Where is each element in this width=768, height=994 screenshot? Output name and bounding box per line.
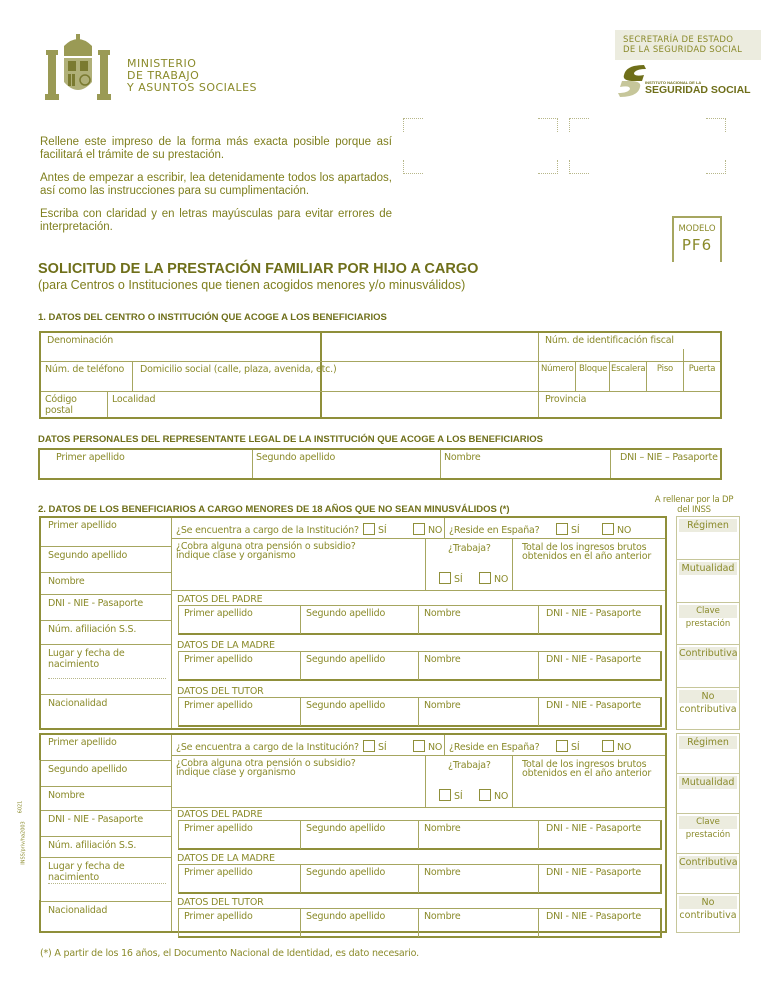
beneficiary-field[interactable]: Lugar y fecha de nacimiento (48, 648, 125, 670)
beneficiary-field[interactable]: Nombre (48, 790, 85, 801)
ministry-line-2: DE TRABAJO (127, 69, 200, 82)
inss-side-field[interactable]: No contributiva (679, 897, 737, 921)
modelo-label: MODELO (678, 224, 716, 234)
tutor-field-3[interactable]: DNI - NIE - Pasaporte (546, 911, 642, 922)
side-rule (39, 760, 40, 900)
datos-padre-heading: DATOS DEL PADRE (177, 809, 263, 820)
beneficiary-field[interactable]: DNI - NIE - Pasaporte (48, 598, 144, 609)
beneficiary-field[interactable]: Núm. afiliación S.S. (48, 624, 137, 635)
no-label: NO (617, 742, 632, 753)
beneficiary-field[interactable]: Primer apellido (48, 737, 117, 748)
cobra-field[interactable] (176, 542, 416, 560)
a-cargo-question: ¿Se encuentra a cargo de la Institución? (176, 525, 359, 536)
inss-side-field[interactable]: Contributiva (679, 857, 738, 868)
cobra-question: ¿Cobra alguna otra pensión o subsidio? (176, 541, 356, 552)
secretaria-banner (615, 30, 761, 60)
a-cargo-no-checkbox[interactable] (413, 740, 442, 753)
inss-logo-icon (616, 63, 648, 99)
si-label: SÍ (378, 525, 387, 536)
provincia-field[interactable]: Provincia (545, 394, 587, 405)
form-subtitle: (para Centros o Instituciones que tienen acogidos menores y/o minusválidos) (38, 278, 466, 292)
padre-field-1[interactable]: Segundo apellido (306, 608, 386, 619)
reside-no-checkbox[interactable] (602, 523, 631, 536)
a-cargo-si-checkbox[interactable] (363, 740, 386, 753)
reside-si-checkbox[interactable] (556, 740, 579, 753)
nif-field[interactable]: Núm. de identificación fiscal (545, 335, 674, 346)
beneficiary-field[interactable]: DNI - NIE - Pasaporte (48, 814, 144, 825)
secretaria-line-2: DE LA SEGURIDAD SOCIAL (623, 45, 743, 55)
datos-padre-heading: DATOS DEL PADRE (177, 594, 263, 605)
checkbox-icon (413, 740, 425, 752)
localidad-field[interactable]: Localidad (112, 394, 156, 405)
beneficiary-field[interactable]: Lugar y fecha de nacimiento (48, 861, 125, 883)
inss-big-text: SEGURIDAD SOCIAL (645, 84, 751, 96)
cobra-sub: indique clase y organismo (176, 767, 296, 778)
side-code-number: 6021 (17, 800, 24, 814)
rep-nombre-field[interactable]: Nombre (444, 452, 481, 463)
padre-field-3[interactable]: DNI - NIE - Pasaporte (546, 608, 642, 619)
checkbox-icon (363, 523, 375, 535)
form-title: SOLICITUD DE LA PRESTACIÓN FAMILIAR POR HIJO A CARGO (38, 261, 479, 277)
ministry-coat-of-arms-icon (42, 32, 114, 102)
rep-primer-apellido-field[interactable]: Primer apellido (56, 452, 125, 463)
ministry-line-1: MINISTERIO (127, 57, 197, 70)
padre-field-3[interactable]: DNI - NIE - Pasaporte (546, 823, 642, 834)
inss-side-field[interactable]: Mutualidad (679, 562, 737, 575)
trabaja-no-checkbox[interactable] (479, 572, 508, 585)
datos-madre-heading: DATOS DE LA MADRE (177, 640, 275, 651)
trabaja-question: ¿Trabaja? (448, 543, 491, 554)
madre-field-0[interactable]: Primer apellido (184, 867, 253, 878)
a-cargo-si-checkbox[interactable] (363, 523, 386, 536)
checkbox-icon (479, 789, 491, 801)
padre-field-1[interactable]: Segundo apellido (306, 823, 386, 834)
tutor-field-2[interactable]: Nombre (424, 700, 461, 711)
si-label: SÍ (454, 791, 463, 802)
side-code-ref: INSS/priv/ha2003 (20, 821, 27, 865)
no-label: NO (428, 525, 443, 536)
a-cargo-no-checkbox[interactable] (413, 523, 442, 536)
checkbox-icon (602, 523, 614, 535)
cobra-field[interactable] (176, 759, 416, 777)
ministry-line-3: Y ASUNTOS SOCIALES (127, 81, 258, 94)
puerta-field[interactable]: Puerta (688, 364, 716, 374)
tutor-field-0[interactable]: Primer apellido (184, 700, 253, 711)
domicilio-field[interactable]: Domicilio social (calle, plaza, avenida, etc.) (140, 364, 337, 375)
trabaja-si-checkbox[interactable] (439, 572, 462, 585)
secretaria-line-1: SECRETARÍA DE ESTADO (623, 35, 734, 45)
inss-note: A rellenar por la DP del INSS (654, 495, 734, 515)
inss-side-field[interactable]: Régimen (679, 519, 737, 532)
si-label: SÍ (571, 742, 580, 753)
dotted-line (48, 678, 166, 679)
madre-field-0[interactable]: Primer apellido (184, 654, 253, 665)
beneficiary-field[interactable]: Segundo apellido (48, 764, 128, 775)
padre-field-0[interactable]: Primer apellido (184, 608, 253, 619)
padre-field-2[interactable]: Nombre (424, 823, 461, 834)
section2-heading: 2. DATOS DE LOS BENEFICIARIOS A CARGO MENORES DE 18 AÑOS QUE NO SEAN MINUSVÁLIDOS (*) (38, 504, 510, 515)
reside-si-checkbox[interactable] (556, 523, 579, 536)
ingresos-field[interactable]: Total de los ingresos brutos obtenidos en el año anterior (522, 542, 652, 562)
denominacion-field[interactable]: Denominación (47, 335, 114, 346)
datos-tutor-heading: DATOS DEL TUTOR (177, 686, 264, 697)
dotted-line (48, 883, 166, 884)
section1-heading: 1. DATOS DEL CENTRO O INSTITUCIÓN QUE ACOGE A LOS BENEFICIARIOS (38, 312, 387, 323)
trabaja-question: ¿Trabaja? (448, 760, 491, 771)
trabaja-si-checkbox[interactable] (439, 789, 462, 802)
instruction-3: Escriba con claridad y en letras mayúsculas para evitar errores de interpretación. (40, 208, 392, 233)
beneficiary-field[interactable]: Nacionalidad (48, 905, 108, 916)
datos-madre-heading: DATOS DE LA MADRE (177, 853, 275, 864)
inss-side-field[interactable]: No contributiva (679, 691, 737, 716)
padre-field-2[interactable]: Nombre (424, 608, 461, 619)
beneficiary-field[interactable]: Primer apellido (48, 520, 117, 531)
rep-segundo-apellido-field[interactable]: Segundo apellido (256, 452, 336, 463)
inss-side-field[interactable]: Clave prestación (679, 816, 737, 829)
padre-field-0[interactable]: Primer apellido (184, 823, 253, 834)
inss-side-field[interactable]: Mutualidad (679, 776, 737, 789)
cobra-question: ¿Cobra alguna otra pensión o subsidio? (176, 758, 356, 769)
inss-logo-text (645, 80, 751, 96)
checkbox-icon (479, 572, 491, 584)
madre-field-2[interactable]: Nombre (424, 867, 461, 878)
modelo-badge (672, 216, 722, 262)
checkbox-icon (439, 789, 451, 801)
si-label: SÍ (571, 525, 580, 536)
beneficiary-field[interactable]: Segundo apellido (48, 550, 128, 561)
inss-small-text: INSTITUTO NACIONAL DE LA (645, 80, 702, 85)
datos-tutor-heading: DATOS DEL TUTOR (177, 897, 264, 908)
madre-field-1[interactable]: Segundo apellido (306, 867, 386, 878)
bloque-field[interactable]: Bloque (579, 364, 608, 374)
reside-question: ¿Reside en España? (449, 742, 540, 753)
beneficiary-field[interactable]: Núm. afiliación S.S. (48, 840, 137, 851)
side-code (17, 790, 34, 890)
reside-question: ¿Reside en España? (449, 525, 540, 536)
tutor-field-1[interactable]: Segundo apellido (306, 700, 386, 711)
inss-side-field[interactable]: Contributiva (679, 648, 738, 660)
checkbox-icon (602, 740, 614, 752)
ministry-name (127, 58, 257, 94)
checkbox-icon (363, 740, 375, 752)
reside-no-checkbox[interactable] (602, 740, 631, 753)
inss-side-field[interactable]: Régimen (679, 736, 737, 749)
escalera-field[interactable]: Escalera (611, 364, 646, 374)
si-label: SÍ (378, 742, 387, 753)
no-label: NO (494, 574, 509, 585)
footnote: (*) A partir de los 16 años, el Documento Nacional de Identidad, es dato necesario. (40, 948, 419, 959)
beneficiary-field[interactable]: Nacionalidad (48, 698, 108, 709)
tutor-field-3[interactable]: DNI - NIE - Pasaporte (546, 700, 642, 711)
checkbox-icon (413, 523, 425, 535)
no-label: NO (617, 525, 632, 536)
checkbox-icon (556, 523, 568, 535)
madre-field-2[interactable]: Nombre (424, 654, 461, 665)
madre-field-3[interactable]: DNI - NIE - Pasaporte (546, 867, 642, 878)
checkbox-icon (439, 572, 451, 584)
si-label: SÍ (454, 574, 463, 585)
instructions (40, 136, 392, 234)
modelo-code: PF6 (681, 236, 713, 254)
cobra-sub: indique clase y organismo (176, 550, 296, 561)
inss-side-field[interactable]: Clave prestación (679, 605, 737, 618)
no-label: NO (494, 791, 509, 802)
a-cargo-question: ¿Se encuentra a cargo de la Institución? (176, 742, 359, 753)
ingresos-field[interactable]: Total de los ingresos brutos obtenidos en el año anterior (522, 759, 652, 779)
piso-field[interactable]: Piso (656, 364, 674, 374)
representante-heading: DATOS PERSONALES DEL REPRESENTANTE LEGAL DE LA INSTITUCIÓN QUE ACOGE A LOS BENEFICIARIOS (38, 434, 543, 445)
trabaja-no-checkbox[interactable] (479, 789, 508, 802)
no-label: NO (428, 742, 443, 753)
telefono-field[interactable]: Núm. de teléfono (45, 364, 125, 375)
rep-dni-field[interactable]: DNI – NIE – Pasaporte (620, 452, 718, 463)
numero-field[interactable]: Número (541, 364, 574, 374)
madre-field-3[interactable]: DNI - NIE - Pasaporte (546, 654, 642, 665)
instruction-2: Antes de empezar a escribir, lea detenidamente todos los apartados, así como las instrucciones para su cumplimentación. (40, 172, 392, 197)
madre-field-1[interactable]: Segundo apellido (306, 654, 386, 665)
codigo-postal-field[interactable]: Código postal (45, 394, 77, 416)
checkbox-icon (556, 740, 568, 752)
tutor-field-2[interactable]: Nombre (424, 911, 461, 922)
beneficiary-field[interactable]: Nombre (48, 576, 85, 587)
tutor-field-0[interactable]: Primer apellido (184, 911, 253, 922)
instruction-1: Rellene este impreso de la forma más exacta posible porque así facilitará el trámite de su prestación. (40, 136, 392, 161)
tutor-field-1[interactable]: Segundo apellido (306, 911, 386, 922)
